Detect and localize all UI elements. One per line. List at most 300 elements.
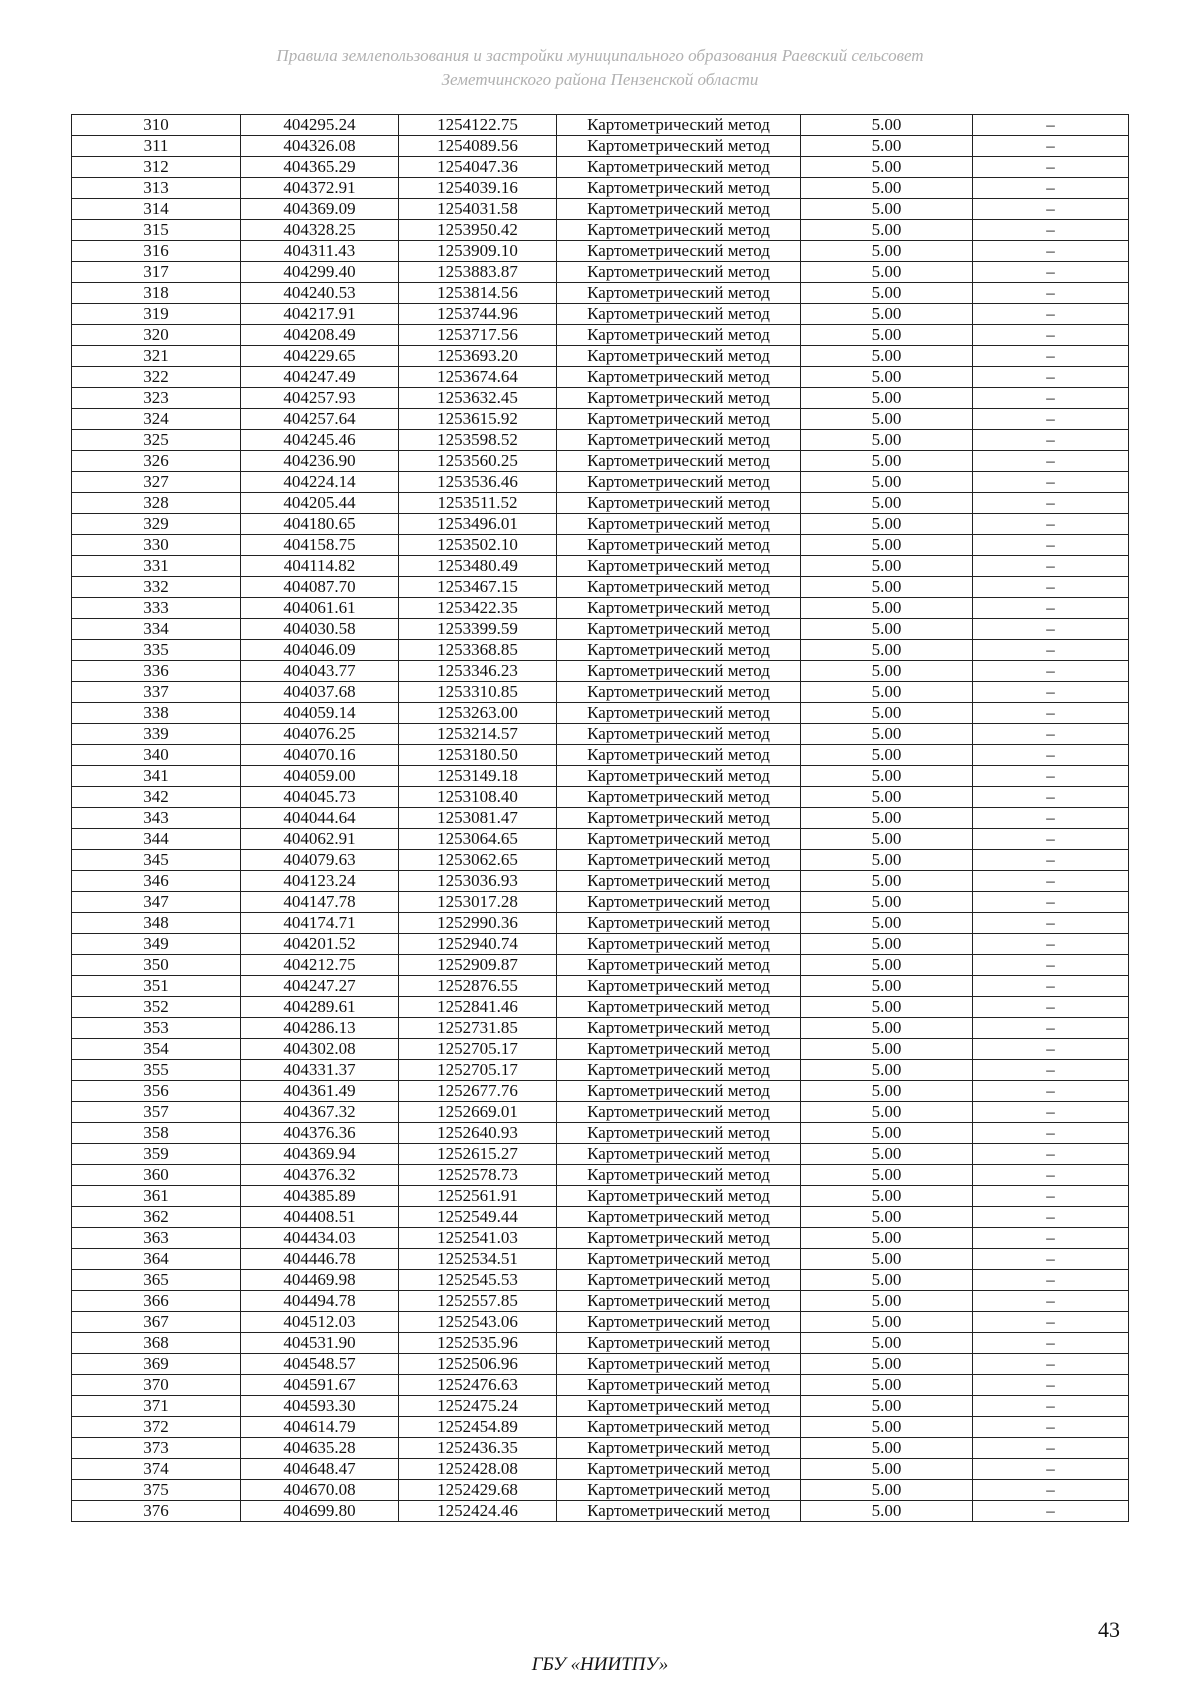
- y-coordinate-cell: 1253814.56: [399, 283, 557, 304]
- point-number-cell: 356: [72, 1081, 241, 1102]
- method-cell: Картометрический метод: [557, 808, 801, 829]
- point-number-cell: 366: [72, 1291, 241, 1312]
- table-row: [72, 1333, 1129, 1354]
- method-cell: Картометрический метод: [557, 1333, 801, 1354]
- method-cell: Картометрический метод: [557, 1459, 801, 1480]
- note-cell: –: [973, 829, 1129, 850]
- point-number-cell: 373: [72, 1438, 241, 1459]
- y-coordinate-cell: 1253502.10: [399, 535, 557, 556]
- point-number-cell: 328: [72, 493, 241, 514]
- method-cell: Картометрический метод: [557, 220, 801, 241]
- accuracy-cell: 5.00: [801, 976, 973, 997]
- y-coordinate-cell: 1253674.64: [399, 367, 557, 388]
- x-coordinate-cell: 404648.47: [241, 1459, 399, 1480]
- table-row: [72, 1228, 1129, 1249]
- accuracy-cell: 5.00: [801, 913, 973, 934]
- point-number-cell: 324: [72, 409, 241, 430]
- note-cell: –: [973, 1270, 1129, 1291]
- note-cell: –: [973, 577, 1129, 598]
- note-cell: –: [973, 766, 1129, 787]
- point-number-cell: 311: [72, 136, 241, 157]
- point-number-cell: 331: [72, 556, 241, 577]
- method-cell: Картометрический метод: [557, 1060, 801, 1081]
- note-cell: –: [973, 703, 1129, 724]
- accuracy-cell: 5.00: [801, 241, 973, 262]
- note-cell: –: [973, 745, 1129, 766]
- note-cell: –: [973, 199, 1129, 220]
- method-cell: Картометрический метод: [557, 913, 801, 934]
- point-number-cell: 351: [72, 976, 241, 997]
- method-cell: Картометрический метод: [557, 1417, 801, 1438]
- x-coordinate-cell: 404043.77: [241, 661, 399, 682]
- method-cell: Картометрический метод: [557, 1207, 801, 1228]
- note-cell: –: [973, 850, 1129, 871]
- x-coordinate-cell: 404369.09: [241, 199, 399, 220]
- note-cell: –: [973, 1249, 1129, 1270]
- y-coordinate-cell: 1252731.85: [399, 1018, 557, 1039]
- method-cell: Картометрический метод: [557, 1291, 801, 1312]
- x-coordinate-cell: 404240.53: [241, 283, 399, 304]
- x-coordinate-cell: 404046.09: [241, 640, 399, 661]
- point-number-cell: 360: [72, 1165, 241, 1186]
- point-number-cell: 325: [72, 430, 241, 451]
- accuracy-cell: 5.00: [801, 703, 973, 724]
- y-coordinate-cell: 1253615.92: [399, 409, 557, 430]
- method-cell: Картометрический метод: [557, 178, 801, 199]
- table-row: [72, 262, 1129, 283]
- accuracy-cell: 5.00: [801, 304, 973, 325]
- accuracy-cell: 5.00: [801, 1102, 973, 1123]
- accuracy-cell: 5.00: [801, 367, 973, 388]
- table-row: [72, 1165, 1129, 1186]
- note-cell: –: [973, 1312, 1129, 1333]
- x-coordinate-cell: 404385.89: [241, 1186, 399, 1207]
- accuracy-cell: 5.00: [801, 1501, 973, 1522]
- table-row: [72, 1438, 1129, 1459]
- y-coordinate-cell: 1253108.40: [399, 787, 557, 808]
- x-coordinate-cell: 404376.36: [241, 1123, 399, 1144]
- y-coordinate-cell: 1252436.35: [399, 1438, 557, 1459]
- table-row: [72, 556, 1129, 577]
- note-cell: –: [973, 493, 1129, 514]
- method-cell: Картометрический метод: [557, 367, 801, 388]
- coordinates-table-body: [72, 115, 1129, 1522]
- y-coordinate-cell: 1252428.08: [399, 1459, 557, 1480]
- x-coordinate-cell: 404531.90: [241, 1333, 399, 1354]
- table-row: [72, 304, 1129, 325]
- y-coordinate-cell: 1253214.57: [399, 724, 557, 745]
- y-coordinate-cell: 1253422.35: [399, 598, 557, 619]
- method-cell: Картометрический метод: [557, 829, 801, 850]
- note-cell: –: [973, 787, 1129, 808]
- accuracy-cell: 5.00: [801, 220, 973, 241]
- y-coordinate-cell: 1254039.16: [399, 178, 557, 199]
- note-cell: –: [973, 472, 1129, 493]
- note-cell: –: [973, 241, 1129, 262]
- y-coordinate-cell: 1252615.27: [399, 1144, 557, 1165]
- note-cell: –: [973, 451, 1129, 472]
- method-cell: Картометрический метод: [557, 430, 801, 451]
- x-coordinate-cell: 404236.90: [241, 451, 399, 472]
- method-cell: Картометрический метод: [557, 283, 801, 304]
- method-cell: Картометрический метод: [557, 1438, 801, 1459]
- point-number-cell: 321: [72, 346, 241, 367]
- table-row: [72, 241, 1129, 262]
- y-coordinate-cell: 1252640.93: [399, 1123, 557, 1144]
- x-coordinate-cell: 404180.65: [241, 514, 399, 535]
- accuracy-cell: 5.00: [801, 808, 973, 829]
- y-coordinate-cell: 1252990.36: [399, 913, 557, 934]
- point-number-cell: 359: [72, 1144, 241, 1165]
- point-number-cell: 361: [72, 1186, 241, 1207]
- note-cell: –: [973, 1018, 1129, 1039]
- x-coordinate-cell: 404369.94: [241, 1144, 399, 1165]
- table-row: [72, 409, 1129, 430]
- accuracy-cell: 5.00: [801, 766, 973, 787]
- method-cell: Картометрический метод: [557, 304, 801, 325]
- x-coordinate-cell: 404247.49: [241, 367, 399, 388]
- method-cell: Картометрический метод: [557, 262, 801, 283]
- method-cell: Картометрический метод: [557, 640, 801, 661]
- y-coordinate-cell: 1252677.76: [399, 1081, 557, 1102]
- accuracy-cell: 5.00: [801, 514, 973, 535]
- method-cell: Картометрический метод: [557, 1081, 801, 1102]
- point-number-cell: 348: [72, 913, 241, 934]
- x-coordinate-cell: 404593.30: [241, 1396, 399, 1417]
- accuracy-cell: 5.00: [801, 388, 973, 409]
- accuracy-cell: 5.00: [801, 1312, 973, 1333]
- point-number-cell: 354: [72, 1039, 241, 1060]
- point-number-cell: 372: [72, 1417, 241, 1438]
- x-coordinate-cell: 404147.78: [241, 892, 399, 913]
- y-coordinate-cell: 1252841.46: [399, 997, 557, 1018]
- point-number-cell: 337: [72, 682, 241, 703]
- accuracy-cell: 5.00: [801, 262, 973, 283]
- accuracy-cell: 5.00: [801, 661, 973, 682]
- accuracy-cell: 5.00: [801, 1228, 973, 1249]
- x-coordinate-cell: 404114.82: [241, 556, 399, 577]
- x-coordinate-cell: 404208.49: [241, 325, 399, 346]
- point-number-cell: 344: [72, 829, 241, 850]
- x-coordinate-cell: 404076.25: [241, 724, 399, 745]
- x-coordinate-cell: 404635.28: [241, 1438, 399, 1459]
- table-row: [72, 1060, 1129, 1081]
- table-row: [72, 1312, 1129, 1333]
- point-number-cell: 339: [72, 724, 241, 745]
- x-coordinate-cell: 404299.40: [241, 262, 399, 283]
- point-number-cell: 314: [72, 199, 241, 220]
- point-number-cell: 367: [72, 1312, 241, 1333]
- note-cell: –: [973, 871, 1129, 892]
- note-cell: –: [973, 262, 1129, 283]
- note-cell: –: [973, 1144, 1129, 1165]
- y-coordinate-cell: 1252475.24: [399, 1396, 557, 1417]
- point-number-cell: 346: [72, 871, 241, 892]
- point-number-cell: 352: [72, 997, 241, 1018]
- header-line-1: Правила землепользования и застройки муниципального образования Раевский сельсовет: [276, 46, 924, 65]
- note-cell: –: [973, 556, 1129, 577]
- table-row: [72, 1081, 1129, 1102]
- method-cell: Картометрический метод: [557, 997, 801, 1018]
- accuracy-cell: 5.00: [801, 640, 973, 661]
- x-coordinate-cell: 404174.71: [241, 913, 399, 934]
- table-row: [72, 1375, 1129, 1396]
- table-row: [72, 787, 1129, 808]
- accuracy-cell: 5.00: [801, 178, 973, 199]
- accuracy-cell: 5.00: [801, 1018, 973, 1039]
- x-coordinate-cell: 404591.67: [241, 1375, 399, 1396]
- method-cell: Картометрический метод: [557, 577, 801, 598]
- table-row: [72, 871, 1129, 892]
- y-coordinate-cell: 1252424.46: [399, 1501, 557, 1522]
- table-row: [72, 724, 1129, 745]
- note-cell: –: [973, 934, 1129, 955]
- point-number-cell: 370: [72, 1375, 241, 1396]
- y-coordinate-cell: 1252561.91: [399, 1186, 557, 1207]
- y-coordinate-cell: 1253480.49: [399, 556, 557, 577]
- x-coordinate-cell: 404469.98: [241, 1270, 399, 1291]
- point-number-cell: 317: [72, 262, 241, 283]
- table-row: [72, 1396, 1129, 1417]
- point-number-cell: 326: [72, 451, 241, 472]
- note-cell: –: [973, 157, 1129, 178]
- y-coordinate-cell: 1253149.18: [399, 766, 557, 787]
- method-cell: Картометрический метод: [557, 1228, 801, 1249]
- x-coordinate-cell: 404247.27: [241, 976, 399, 997]
- method-cell: Картометрический метод: [557, 1186, 801, 1207]
- accuracy-cell: 5.00: [801, 955, 973, 976]
- coordinates-table: [71, 114, 1129, 1522]
- method-cell: Картометрический метод: [557, 1123, 801, 1144]
- note-cell: –: [973, 367, 1129, 388]
- accuracy-cell: 5.00: [801, 577, 973, 598]
- y-coordinate-cell: 1252454.89: [399, 1417, 557, 1438]
- x-coordinate-cell: 404123.24: [241, 871, 399, 892]
- x-coordinate-cell: 404361.49: [241, 1081, 399, 1102]
- method-cell: Картометрический метод: [557, 1102, 801, 1123]
- table-row: [72, 346, 1129, 367]
- x-coordinate-cell: 404030.58: [241, 619, 399, 640]
- accuracy-cell: 5.00: [801, 745, 973, 766]
- y-coordinate-cell: 1253081.47: [399, 808, 557, 829]
- x-coordinate-cell: 404229.65: [241, 346, 399, 367]
- table-row: [72, 472, 1129, 493]
- x-coordinate-cell: 404376.32: [241, 1165, 399, 1186]
- method-cell: Картометрический метод: [557, 556, 801, 577]
- point-number-cell: 338: [72, 703, 241, 724]
- table-row: [72, 850, 1129, 871]
- accuracy-cell: 5.00: [801, 115, 973, 136]
- point-number-cell: 368: [72, 1333, 241, 1354]
- note-cell: –: [973, 976, 1129, 997]
- accuracy-cell: 5.00: [801, 1186, 973, 1207]
- table-row: [72, 640, 1129, 661]
- note-cell: –: [973, 304, 1129, 325]
- y-coordinate-cell: 1252543.06: [399, 1312, 557, 1333]
- accuracy-cell: 5.00: [801, 1039, 973, 1060]
- y-coordinate-cell: 1252578.73: [399, 1165, 557, 1186]
- x-coordinate-cell: 404217.91: [241, 304, 399, 325]
- point-number-cell: 335: [72, 640, 241, 661]
- accuracy-cell: 5.00: [801, 430, 973, 451]
- method-cell: Картометрический метод: [557, 1144, 801, 1165]
- method-cell: Картометрический метод: [557, 157, 801, 178]
- note-cell: –: [973, 346, 1129, 367]
- point-number-cell: 320: [72, 325, 241, 346]
- note-cell: –: [973, 1354, 1129, 1375]
- method-cell: Картометрический метод: [557, 451, 801, 472]
- accuracy-cell: 5.00: [801, 199, 973, 220]
- table-row: [72, 1270, 1129, 1291]
- point-number-cell: 318: [72, 283, 241, 304]
- y-coordinate-cell: 1252476.63: [399, 1375, 557, 1396]
- x-coordinate-cell: 404045.73: [241, 787, 399, 808]
- y-coordinate-cell: 1253017.28: [399, 892, 557, 913]
- note-cell: –: [973, 1480, 1129, 1501]
- point-number-cell: 330: [72, 535, 241, 556]
- table-row: [72, 703, 1129, 724]
- table-row: [72, 1459, 1129, 1480]
- accuracy-cell: 5.00: [801, 1165, 973, 1186]
- table-row: [72, 367, 1129, 388]
- table-row: [72, 1123, 1129, 1144]
- method-cell: Картометрический метод: [557, 598, 801, 619]
- method-cell: Картометрический метод: [557, 619, 801, 640]
- note-cell: –: [973, 178, 1129, 199]
- point-number-cell: 371: [72, 1396, 241, 1417]
- method-cell: Картометрический метод: [557, 703, 801, 724]
- point-number-cell: 355: [72, 1060, 241, 1081]
- note-cell: –: [973, 1039, 1129, 1060]
- accuracy-cell: 5.00: [801, 472, 973, 493]
- y-coordinate-cell: 1252705.17: [399, 1039, 557, 1060]
- table-row: [72, 283, 1129, 304]
- point-number-cell: 363: [72, 1228, 241, 1249]
- note-cell: –: [973, 1417, 1129, 1438]
- accuracy-cell: 5.00: [801, 346, 973, 367]
- running-header: [0, 44, 1200, 92]
- x-coordinate-cell: 404158.75: [241, 535, 399, 556]
- accuracy-cell: 5.00: [801, 1396, 973, 1417]
- accuracy-cell: 5.00: [801, 556, 973, 577]
- note-cell: –: [973, 619, 1129, 640]
- y-coordinate-cell: 1253064.65: [399, 829, 557, 850]
- method-cell: Картометрический метод: [557, 1018, 801, 1039]
- table-row: [72, 913, 1129, 934]
- y-coordinate-cell: 1252669.01: [399, 1102, 557, 1123]
- header-line-2: Земетчинского района Пензенской области: [441, 70, 759, 89]
- point-number-cell: 340: [72, 745, 241, 766]
- accuracy-cell: 5.00: [801, 451, 973, 472]
- x-coordinate-cell: 404289.61: [241, 997, 399, 1018]
- table-row: [72, 325, 1129, 346]
- method-cell: Картометрический метод: [557, 493, 801, 514]
- point-number-cell: 357: [72, 1102, 241, 1123]
- point-number-cell: 336: [72, 661, 241, 682]
- y-coordinate-cell: 1253632.45: [399, 388, 557, 409]
- y-coordinate-cell: 1253717.56: [399, 325, 557, 346]
- method-cell: Картометрический метод: [557, 115, 801, 136]
- accuracy-cell: 5.00: [801, 850, 973, 871]
- method-cell: Картометрический метод: [557, 1165, 801, 1186]
- point-number-cell: 329: [72, 514, 241, 535]
- table-row: [72, 892, 1129, 913]
- y-coordinate-cell: 1254122.75: [399, 115, 557, 136]
- point-number-cell: 343: [72, 808, 241, 829]
- x-coordinate-cell: 404257.64: [241, 409, 399, 430]
- x-coordinate-cell: 404326.08: [241, 136, 399, 157]
- x-coordinate-cell: 404311.43: [241, 241, 399, 262]
- y-coordinate-cell: 1253598.52: [399, 430, 557, 451]
- note-cell: –: [973, 640, 1129, 661]
- x-coordinate-cell: 404372.91: [241, 178, 399, 199]
- accuracy-cell: 5.00: [801, 325, 973, 346]
- x-coordinate-cell: 404087.70: [241, 577, 399, 598]
- y-coordinate-cell: 1253062.65: [399, 850, 557, 871]
- point-number-cell: 376: [72, 1501, 241, 1522]
- table-row: [72, 493, 1129, 514]
- method-cell: Картометрический метод: [557, 661, 801, 682]
- point-number-cell: 312: [72, 157, 241, 178]
- method-cell: Картометрический метод: [557, 724, 801, 745]
- x-coordinate-cell: 404512.03: [241, 1312, 399, 1333]
- x-coordinate-cell: 404079.63: [241, 850, 399, 871]
- x-coordinate-cell: 404061.61: [241, 598, 399, 619]
- table-row: [72, 514, 1129, 535]
- table-row: [72, 1480, 1129, 1501]
- footer-organization: ГБУ «НИИТПУ»: [531, 1654, 669, 1675]
- table-row: [72, 766, 1129, 787]
- method-cell: Картометрический метод: [557, 745, 801, 766]
- method-cell: Картометрический метод: [557, 325, 801, 346]
- y-coordinate-cell: 1252429.68: [399, 1480, 557, 1501]
- note-cell: –: [973, 598, 1129, 619]
- point-number-cell: 369: [72, 1354, 241, 1375]
- note-cell: –: [973, 913, 1129, 934]
- x-coordinate-cell: 404212.75: [241, 955, 399, 976]
- accuracy-cell: 5.00: [801, 1417, 973, 1438]
- note-cell: –: [973, 1333, 1129, 1354]
- x-coordinate-cell: 404434.03: [241, 1228, 399, 1249]
- x-coordinate-cell: 404494.78: [241, 1291, 399, 1312]
- note-cell: –: [973, 136, 1129, 157]
- y-coordinate-cell: 1252534.51: [399, 1249, 557, 1270]
- y-coordinate-cell: 1253399.59: [399, 619, 557, 640]
- accuracy-cell: 5.00: [801, 1438, 973, 1459]
- y-coordinate-cell: 1252557.85: [399, 1291, 557, 1312]
- method-cell: Картометрический метод: [557, 850, 801, 871]
- method-cell: Картометрический метод: [557, 976, 801, 997]
- accuracy-cell: 5.00: [801, 682, 973, 703]
- table-row: [72, 997, 1129, 1018]
- accuracy-cell: 5.00: [801, 1291, 973, 1312]
- y-coordinate-cell: 1254031.58: [399, 199, 557, 220]
- point-number-cell: 322: [72, 367, 241, 388]
- method-cell: Картометрический метод: [557, 766, 801, 787]
- x-coordinate-cell: 404365.29: [241, 157, 399, 178]
- note-cell: –: [973, 955, 1129, 976]
- x-coordinate-cell: 404201.52: [241, 934, 399, 955]
- point-number-cell: 349: [72, 934, 241, 955]
- table-row: [72, 1501, 1129, 1522]
- x-coordinate-cell: 404070.16: [241, 745, 399, 766]
- note-cell: –: [973, 514, 1129, 535]
- note-cell: –: [973, 430, 1129, 451]
- method-cell: Картометрический метод: [557, 535, 801, 556]
- y-coordinate-cell: 1253950.42: [399, 220, 557, 241]
- table-row: [72, 178, 1129, 199]
- accuracy-cell: 5.00: [801, 283, 973, 304]
